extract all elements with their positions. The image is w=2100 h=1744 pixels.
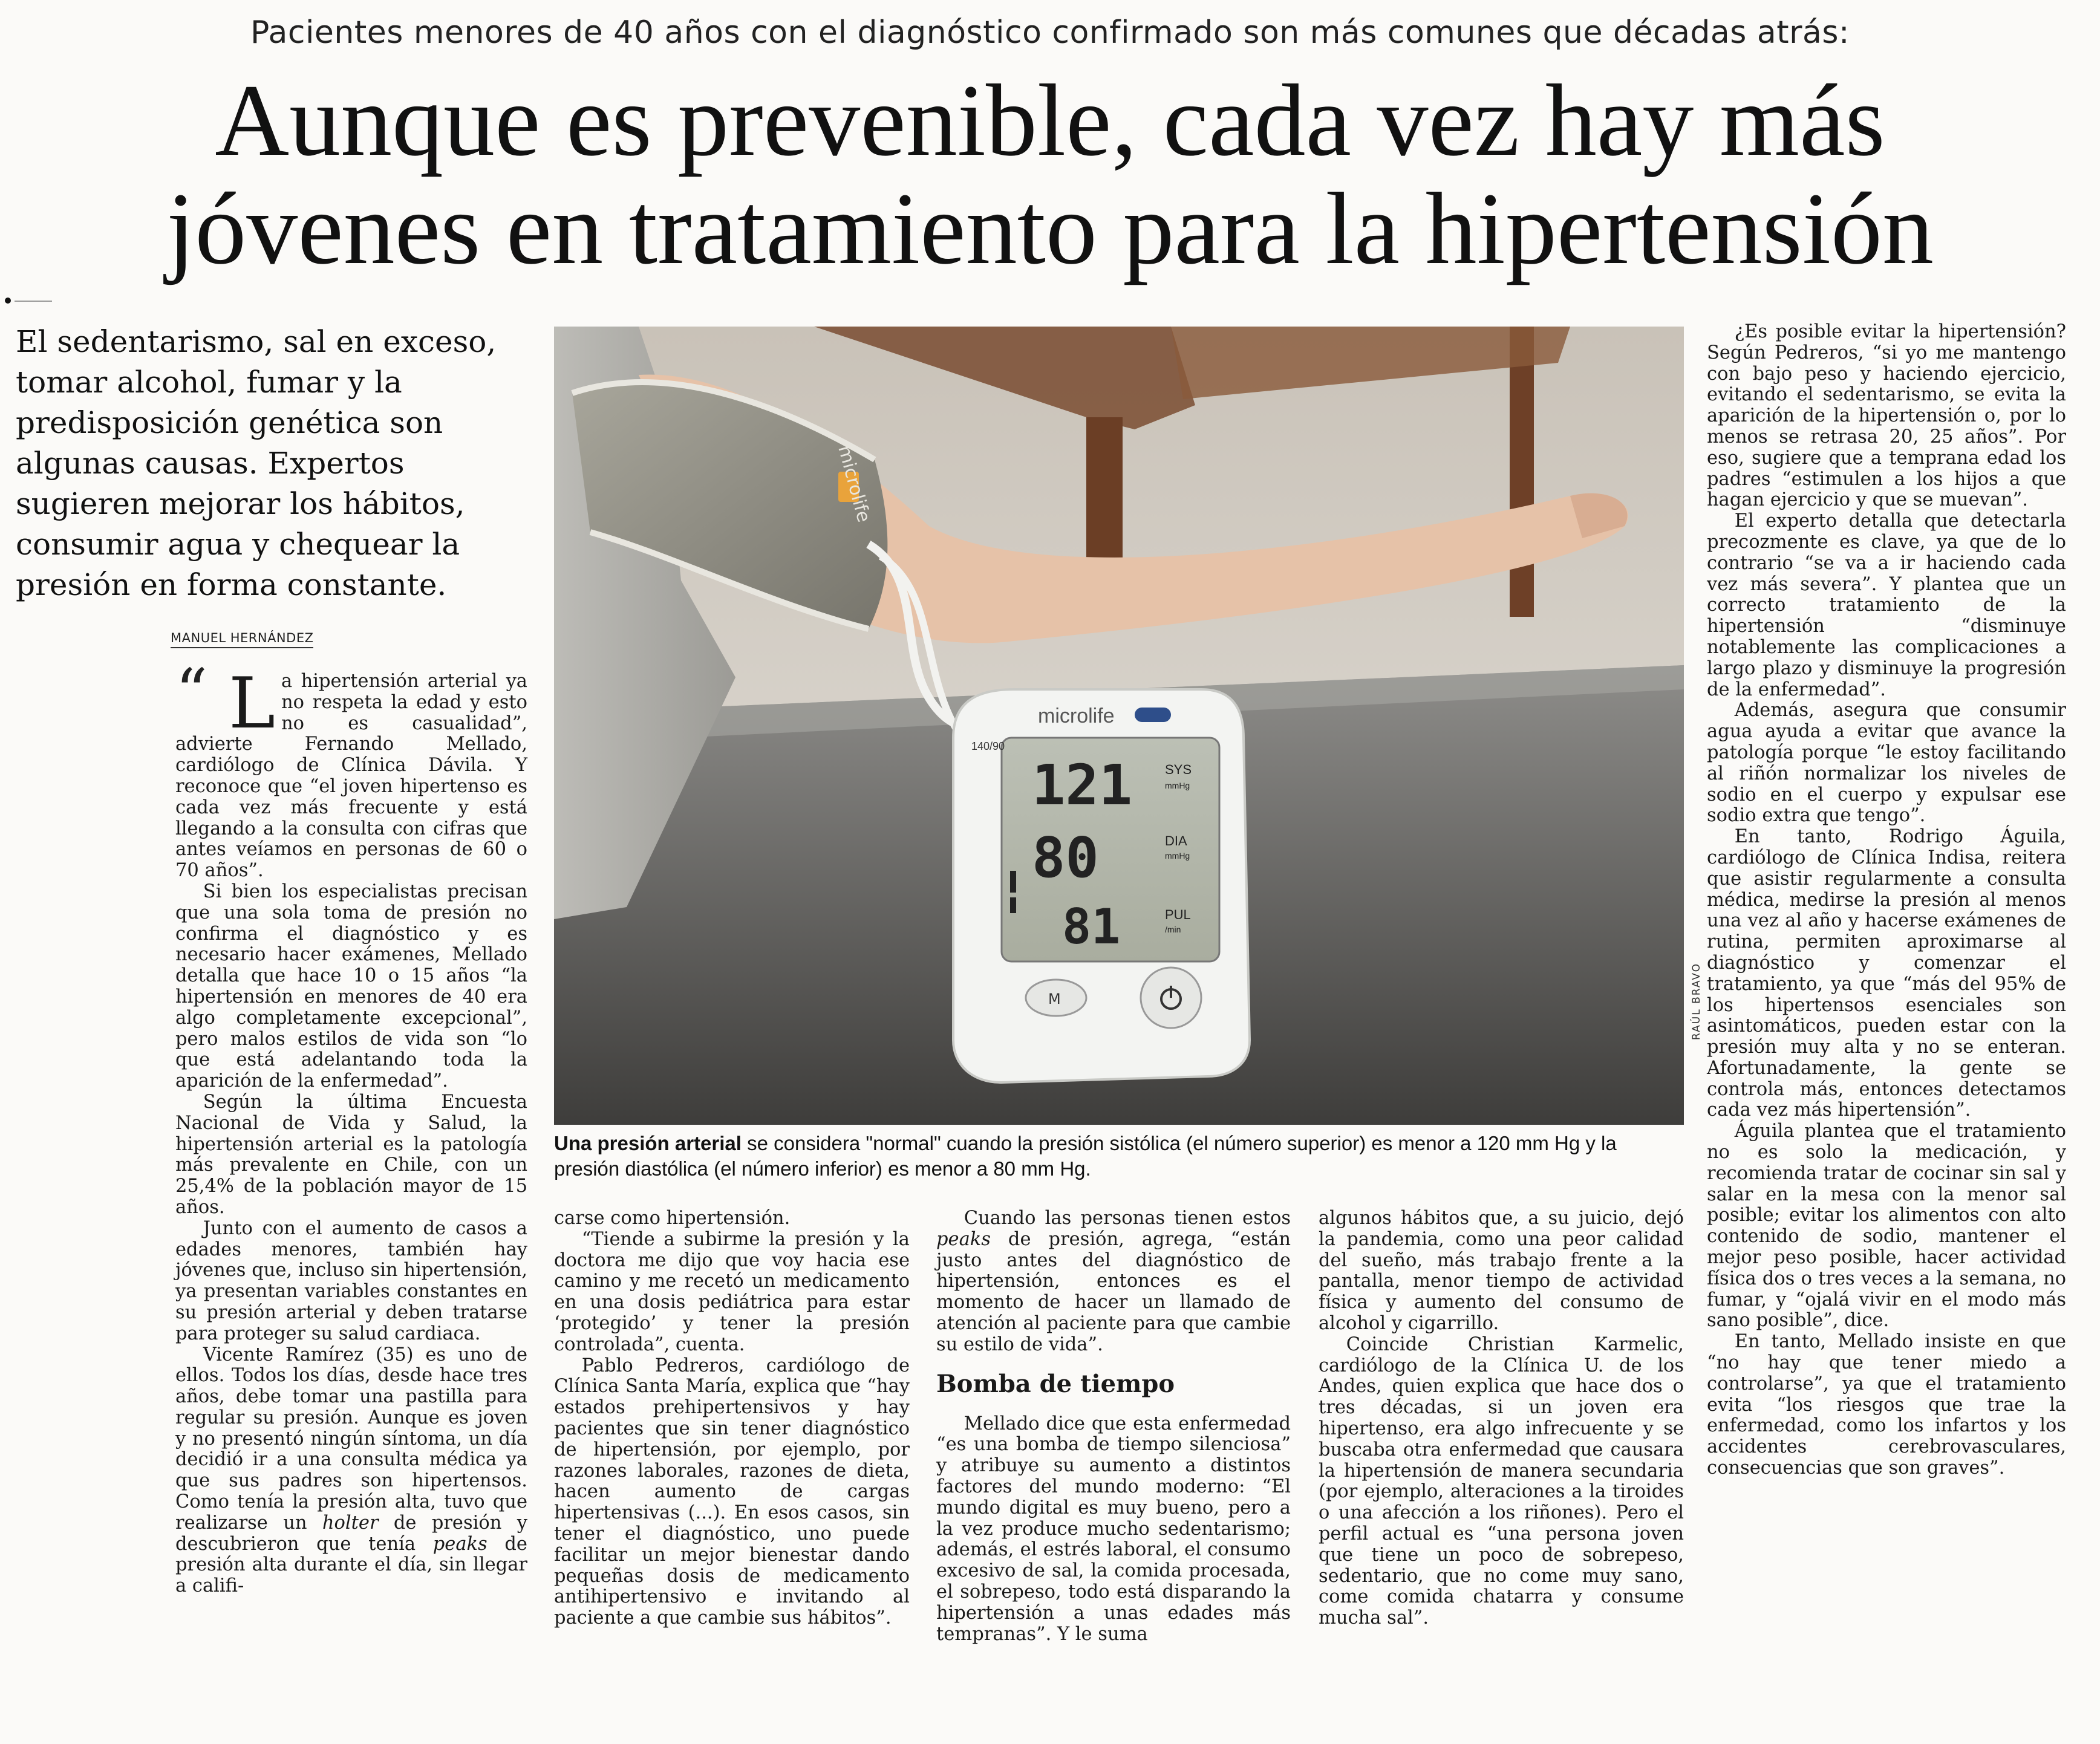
col1-p4: Junto con el aumento de casos a edades menores, también hay jóvenes que, incluso sin hipertensión, ya presentan variables constantes en su presión arterial y deben tratarse para proteger su salud cardiaca. [175, 1217, 527, 1344]
m-button-label: M [1048, 991, 1061, 1007]
label-dia: DIA [1165, 833, 1187, 848]
col3-p2: Mellado dice que esta enfermedad “es una bomba de tiempo silenciosa” y atribuye su aumento a distintos factores del mundo moderno: “El mundo digital es muy bueno, pero a la vez produce mucho sedentarismo; además, el estrés laboral, el consumo excesivo de sal, la comida procesada, el sobrepeso, todo está disparando la hipertensión a unas edades más tempranas”. Y le suma [936, 1413, 1291, 1645]
italic-peaks: peaks [432, 1533, 488, 1555]
headline [36, 63, 2064, 285]
kicker: Pacientes menores de 40 años con el diagnóstico confirmado son más comunes que décadas atrás: [250, 15, 1850, 51]
col1-p5-text-b: de presión y descubrieron que tenía [175, 1512, 527, 1555]
reading-dia: 80 [1032, 825, 1099, 890]
cuff-brand: microlife [833, 443, 875, 525]
column-2 [554, 1208, 910, 1629]
column-4 [1319, 1208, 1684, 1629]
italic-holter: holter [322, 1512, 379, 1534]
drop-quote: “ [175, 655, 208, 729]
reading-sys: 121 [1032, 753, 1133, 818]
col1-p5-text-c: de presión alta durante el día, sin llegar a califi- [175, 1533, 527, 1597]
col3-p1-text-b: de presión, agrega, “están justo antes del diagnóstico de hipertensión, entonces es el momento de hacer un llamado de atención al paciente para que cambie su estilo de vida”. [936, 1228, 1291, 1355]
col4-p1: algunos hábitos que, a su juicio, dejó la pandemia, como una peor calidad del sueño, más trabajo frente a la pantalla, menor tiempo de actividad física y aumento del consumo de alcohol y cigarrillo. [1319, 1208, 1684, 1334]
section-divider [15, 301, 52, 302]
col5-p1: ¿Es posible evitar la hipertensión? Según Pedreros, “si yo me mantengo con bajo peso y haciendo ejercicio, evitando el sedentarismo, se evita la aparición de la hipertensión o, por lo menos se retrasa 20, 25 años”. Por eso, sugiere que a temprana edad los padres “estimulen a los hijos a que hagan ejercicio y que se muevan”. [1707, 321, 2066, 511]
col2-p2: “Tiende a subirme la presión y la doctora me dijo que voy hacia ese camino y me recetó un medicamento en una dosis pediátrica para estar ‘protegido’ y tener la presión controlada”, cuenta. [554, 1228, 910, 1355]
photo-caption [554, 1131, 1684, 1182]
col5-p3: Además, asegura que consumir agua ayuda a evitar que avance la patología porque “le estoy facilitando al riñón normalizar los niveles de sodio en el cuerpo y expulsar ese sodio extra que tengo”. [1707, 700, 2066, 827]
col5-p2: El experto detalla que detectarla precozmente es clave, ya que de lo contrario “se va a ir haciendo cada vez más severa”. Y plantea que un correcto tratamiento de la hipertensión “disminuye notablemente las complicaciones a largo plazo y disminuye la progresión de la enfermedad”. [1707, 510, 2066, 700]
col5-p5: Águila plantea que el tratamiento no es solo la medicación, y recomienda tratar de cocinar sin sal y salar en la mesa con la menor sal posible; evitar los alimentos con alto contenido de sodio, mantener el mejor peso posible, hacer actividad física dos o tres veces a la semana, no fumar, y “ojalá vivir en el modo más sano posible”, dice. [1707, 1121, 2066, 1332]
column-5 [1707, 322, 2066, 1479]
col3-p1 [936, 1208, 1291, 1356]
label-pul: PUL [1165, 907, 1191, 922]
byline: MANUEL HERNÁNDEZ [171, 631, 313, 648]
reading-pul: 81 [1062, 899, 1121, 955]
monitor-brand: microlife [1038, 704, 1115, 727]
lead-paragraph: El sedentarismo, sal en exceso, tomar alcohol, fumar y la predisposición genética son algunas causas. Expertos sugieren mejorar los hábitos, consumir agua y chequear la presión en forma constante. [16, 324, 497, 602]
subhead-bomba: Bomba de tiempo [936, 1369, 1175, 1398]
headline-line-1: Aunque es prevenible, cada vez hay más [215, 63, 1885, 177]
photo-credit: RAÚL BRAVO [1691, 962, 1703, 1040]
col5-p4: En tanto, Rodrigo Águila, cardiólogo de Clínica Indisa, reitera que asistir regularmente a consulta médica, medirse la presión al menos una vez al año y hacerse exámenes de rutina, permiten aproximarse al diagnóstico y comenzar el tratamiento, ya que “más del 95% de los hipertensos esenciales son asintomáticos, pueden estar con la presión muy alta y no se enteran. Afortunadamente, la gente se controla más, entonces detectamos cada vez más hipertensión”. [1707, 826, 2066, 1121]
italic-peaks-2: peaks [936, 1228, 991, 1250]
col1-p3: Según la última Encuesta Nacional de Vida y Salud, la hipertensión arterial es la patología más prevalente en Chile, con un 25,4% de la población mayor de 15 años. [175, 1091, 527, 1218]
label-pul-unit: /min [1165, 925, 1181, 934]
article-photo [554, 327, 1684, 1125]
caption-text: se considera "normal" cuando la presión sistólica (el número superior) es menor a 120 mm Hg y la presión diastólica (el número inferior) es menor a 80 mm Hg. [554, 1132, 1617, 1180]
col5-p6: En tanto, Mellado insiste en que “no hay que tener miedo a controlarse”, ya que el tratamiento evita “los riesgos que trae la enfermedad, como los infartos y los accidentes cerebrovasculares, consecuencias que son graves”. [1707, 1331, 2066, 1479]
col2-p1: carse como hipertensión. [554, 1208, 791, 1229]
label-sys-unit: mmHg [1165, 781, 1190, 790]
section-dot [5, 298, 11, 304]
drop-cap: L [229, 663, 276, 744]
label-sys: SYS [1165, 762, 1192, 777]
range-label: 140/90 [971, 740, 1005, 752]
col1-p5 [175, 1345, 527, 1598]
col2-p3: Pablo Pedreros, cardiólogo de Clínica Santa María, explica que “hay estados prehipertensivos y hay pacientes que sin tener diagnóstico de hipertensión, por ejemplo, por razones laborales, razones de dieta, hacen aumento de cargas hipertensivas (...). En esos casos, sin tener el diagnóstico, uno puede facilitar un mejor bienestar dando pequeñas dosis de medicamento antihipertensivo e invitando al paciente a que cambie sus hábitos”. [554, 1355, 910, 1629]
column-1 [175, 655, 527, 1597]
col1-p2: Si bien los especialistas precisan que una sola toma de presión no confirma el diagnóstico y es necesario hacer exámenes, Mellado detalla que hace 10 o 15 años “la hipertensión en menores de 40 era algo completamente excepcional”, pero malos estilos de vida son “lo que está adelantando toda la aparición de la enfermedad”. [175, 880, 527, 1092]
col4-p2: Coincide Christian Karmelic, cardiólogo de la Clínica U. de los Andes, quien explica que hace dos o tres décadas, si un joven era hipertenso, era algo infrecuente y se buscaba otra enfermedad que causara la hipertensión de manera secundaria (por ejemplo, alteraciones a la tiroides o una afección a los riñones). Pero el perfil actual es “una persona joven que tiene un poco de sobrepeso, sedentario, que no come muy sano, come comida chatarra y consume mucha sal”. [1319, 1333, 1684, 1629]
col1-p1: a hipertensión arterial ya no respeta la edad y esto no es casualidad”, advierte Fernando Mellado, cardiólogo de Clínica Dávila. Y reconoce que “el joven hipertenso es cada vez más frecuente y está llegando a la consulta con cifras que antes veíamos en personas de 60 o 70 años”. [175, 671, 527, 882]
caption-bold: Una presión arterial [554, 1132, 742, 1154]
blood-pressure-monitor [953, 689, 1250, 1082]
first-paragraph [175, 655, 527, 882]
label-dia-unit: mmHg [1165, 851, 1190, 861]
col3-p1-text-a: Cuando las personas tienen estos [964, 1208, 1291, 1229]
col1-p5-text-a: Vicente Ramírez (35) es uno de ellos. Todos los días, desde hace tres años, debe tomar una pastilla para regular su presión. Aunque es joven y no presentó ningún síntoma, un día decidió ir a una consulta médica ya que sus padres son hipertensos. Como tenía la presión alta, tuvo que realizarse un [175, 1344, 527, 1534]
headline-line-2: jóvenes en tratamiento para la hipertensión [166, 171, 1934, 285]
column-3 [936, 1208, 1291, 1645]
